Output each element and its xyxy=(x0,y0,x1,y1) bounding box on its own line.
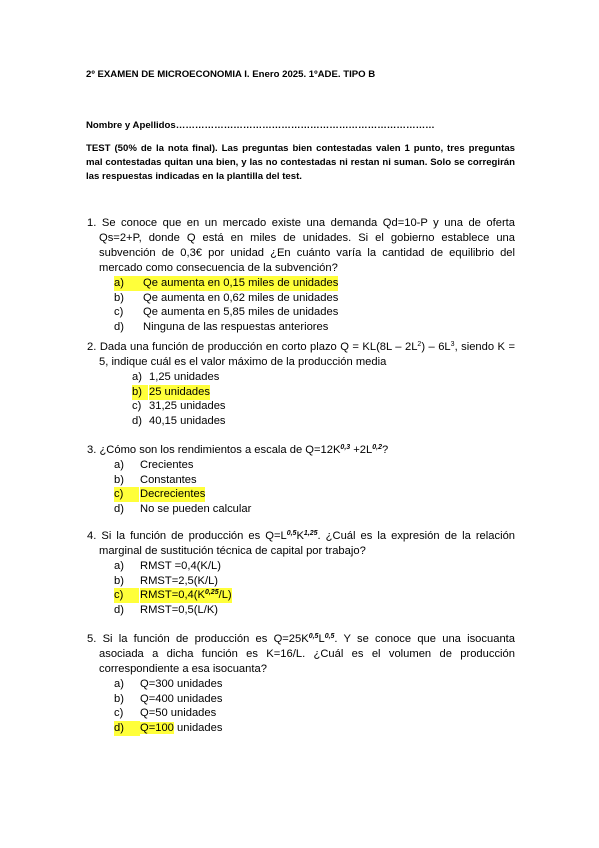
option-d xyxy=(87,603,515,618)
question-4 xyxy=(87,529,515,617)
option-text: RMST=0,5(L/K) xyxy=(140,603,219,616)
option-letter: d) xyxy=(114,502,124,515)
option-text: Constantes xyxy=(140,473,197,486)
question-1 xyxy=(87,216,515,334)
option-b xyxy=(87,385,515,400)
question-text: 3. ¿Cómo son los rendimientos a escala de $Q=12K^{0,3} +2L^{0,2}$? xyxy=(87,444,389,456)
option-text: Q=50 unidades xyxy=(140,707,217,719)
option-a xyxy=(87,458,515,473)
option-text: Qe aumenta en 0,62 miles de unidades xyxy=(143,291,339,304)
option-text: RMST=2,5(K/L) xyxy=(140,574,219,587)
option-c xyxy=(87,305,515,320)
option-a xyxy=(87,276,515,291)
question-text: 5. Si la función de producción es $Q=25K^{0,5}L^{0,5}$. Y se conoce que una isocuanta asociada a dicha función es K=16/L. ¿Cuál es el volumen de producción correspondiente a esa isocuanta? xyxy=(87,633,515,675)
exam-title: 2º EXAMEN DE MICROECONOMIA I. Enero 2025. 1ºADE. TIPO B xyxy=(86,69,376,80)
option-b xyxy=(87,574,515,589)
question-text: 4. Si la función de producción es $Q=L^{0,5}K^{1,25}$. ¿Cuál es la expresión de la relación marginal de sustitución técnica de capital por trabajo? xyxy=(87,530,516,557)
option-text: Qe aumenta en 5,85 miles de unidades xyxy=(143,306,339,318)
option-c xyxy=(87,706,515,721)
option-text: $RMST=0,4(K^{0,25}/L)$ xyxy=(140,589,232,601)
option-text: Crecientes xyxy=(140,459,194,471)
question-text: 2. Dada una función de producción en corto plazo $Q = KL(8L - 2L^2) - 6L^3$, siendo K = 5, indique cuál es el valor máximo de la producción media xyxy=(87,341,516,368)
option-a xyxy=(87,677,515,692)
question-text: 1. Se conoce que en un mercado existe una demanda Qd=10-P y una de oferta Qs=2+P, donde Q está en miles de unidades. Si el gobierno establece una subvención de 0,3€ por unidad ¿En cuánto varía la cantidad de equilibrio del mercado como consecuencia de la subvención? xyxy=(87,217,515,274)
option-letter: d) xyxy=(132,414,142,427)
option-text: RMST =0,4(K/L) xyxy=(140,560,221,572)
option-letter: b) xyxy=(114,692,124,705)
option-text: Q=100 unidades xyxy=(140,721,223,734)
option-text: Decrecientes xyxy=(140,488,206,500)
option-letter: b) xyxy=(114,473,124,486)
question-5 xyxy=(87,632,515,735)
option-text: Qe aumenta en 0,15 miles de unidades xyxy=(143,277,339,289)
option-b xyxy=(87,291,515,306)
test-instructions: TEST (50% de la nota final). Las preguntas bien contestadas valen 1 punto, tres preguntas mal contestadas quitan una bien, y las no contestadas ni restan ni suman. Solo se corregirán las respuestas indicadas en la plantilla del test. xyxy=(86,143,515,182)
option-letter: a) xyxy=(114,560,124,572)
option-text: Q=300 unidades xyxy=(140,678,223,690)
option-letter: c) xyxy=(114,707,124,719)
question-2 xyxy=(87,340,515,428)
option-b xyxy=(87,473,515,488)
question-number: 1. xyxy=(87,217,97,229)
question-number: 5. xyxy=(87,633,97,645)
option-letter: a) xyxy=(114,459,124,471)
option-letter: b) xyxy=(132,385,148,400)
option-d xyxy=(87,502,515,517)
option-text: 1,25 unidades xyxy=(149,371,220,383)
option-letter: d) xyxy=(114,603,124,616)
option-a xyxy=(87,370,515,385)
option-letter: c) xyxy=(114,306,124,318)
option-d xyxy=(87,320,515,335)
option-letter: b) xyxy=(114,291,124,304)
option-text: 25 unidades xyxy=(149,385,210,398)
option-letter: b) xyxy=(114,574,124,587)
option-d xyxy=(87,414,515,429)
question-number: 4. xyxy=(87,530,97,542)
option-a xyxy=(87,559,515,574)
option-text: 31,25 unidades xyxy=(149,400,226,412)
option-b xyxy=(87,692,515,707)
question-number: 2. xyxy=(87,341,97,353)
option-letter: a) xyxy=(132,371,142,383)
option-text: Ninguna de las respuestas anteriores xyxy=(143,320,329,333)
option-text: No se pueden calcular xyxy=(140,502,252,515)
option-letter: c) xyxy=(132,400,142,412)
name-line: Nombre y Apellidos……………………………………………………………………… xyxy=(86,120,435,131)
question-number: 3. xyxy=(87,444,97,456)
option-d xyxy=(87,721,515,736)
option-text: Q=400 unidades xyxy=(140,692,223,705)
option-letter: c) xyxy=(114,487,139,502)
option-letter: d) xyxy=(114,721,140,736)
question-3 xyxy=(87,443,515,516)
option-c xyxy=(87,399,515,414)
option-text: 40,15 unidades xyxy=(149,414,226,427)
option-c xyxy=(87,588,515,603)
option-letter: d) xyxy=(114,320,124,333)
option-letter: a) xyxy=(114,276,149,291)
option-c xyxy=(87,487,515,502)
option-letter: c) xyxy=(114,588,139,603)
option-letter: a) xyxy=(114,678,124,690)
